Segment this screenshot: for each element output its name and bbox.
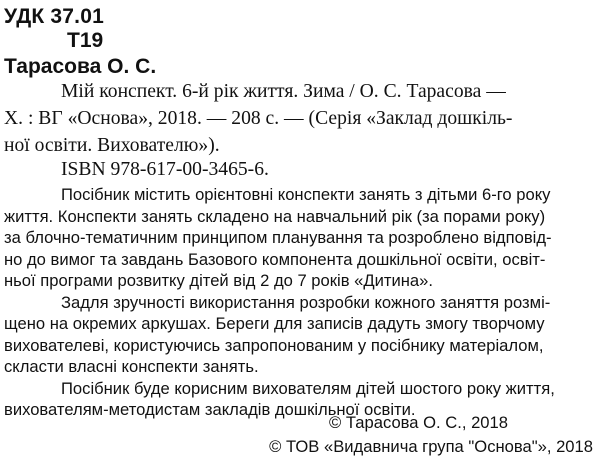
bibliographic-description (4, 78, 596, 159)
annotation-line: вихователям-методистам закладів дошкільної освіти. (4, 400, 416, 419)
annotation-line: життя. Конспекти занять складено на навчальний рік (за порами року) (4, 206, 546, 226)
bbk-code: Т19 (67, 29, 104, 52)
isbn: ISBN 978-617-00-3465-6. (61, 159, 269, 180)
biblio-line: Х. : ВГ «Основа», 2018. — 208 с. — (Серія «Заклад дошкіль- (4, 108, 513, 129)
author-heading: Тарасова О. С. (4, 55, 157, 78)
annotation-line: скласти власні конспекти занять. (4, 357, 259, 376)
copyright-author: © Тарасова О. С., 2018 (329, 413, 508, 432)
copyright-publisher: © ТОВ «Видавнича група "Основа"», 2018 (269, 437, 593, 456)
annotation-line: вихователеві, користуючись запропонованим у посібнику матеріалом, (4, 335, 544, 355)
annotation-line: за блочно-тематичним принципом планування та розроблено відповід- (4, 228, 552, 247)
annotation (4, 184, 596, 421)
annotation-line: ньої програми розвитку дітей від 2 до 7 років «Дитина». (4, 271, 433, 290)
annotation-line: Посібник містить орієнтовні конспекти занять з дітьми 6-го року (61, 185, 551, 204)
annotation-line: щено на окремих аркушах. Береги для записів дадуть змогу творчому (4, 314, 545, 333)
annotation-line: Задля зручності використання розробки кожного заняття розмі- (61, 292, 551, 312)
udk-code: УДК 37.01 (4, 5, 104, 28)
annotation-line: но до вимог та завдань Базового компонента дошкільної освіти, освіт- (4, 249, 546, 269)
biblio-line: ної освіти. Вихователю»). (4, 135, 220, 156)
biblio-line: Мій конспект. 6-й рік життя. Зима / О. С. Тарасова — (61, 81, 506, 102)
annotation-line: Посібник буде корисним вихователям дітей шостого року життя, (61, 378, 555, 398)
